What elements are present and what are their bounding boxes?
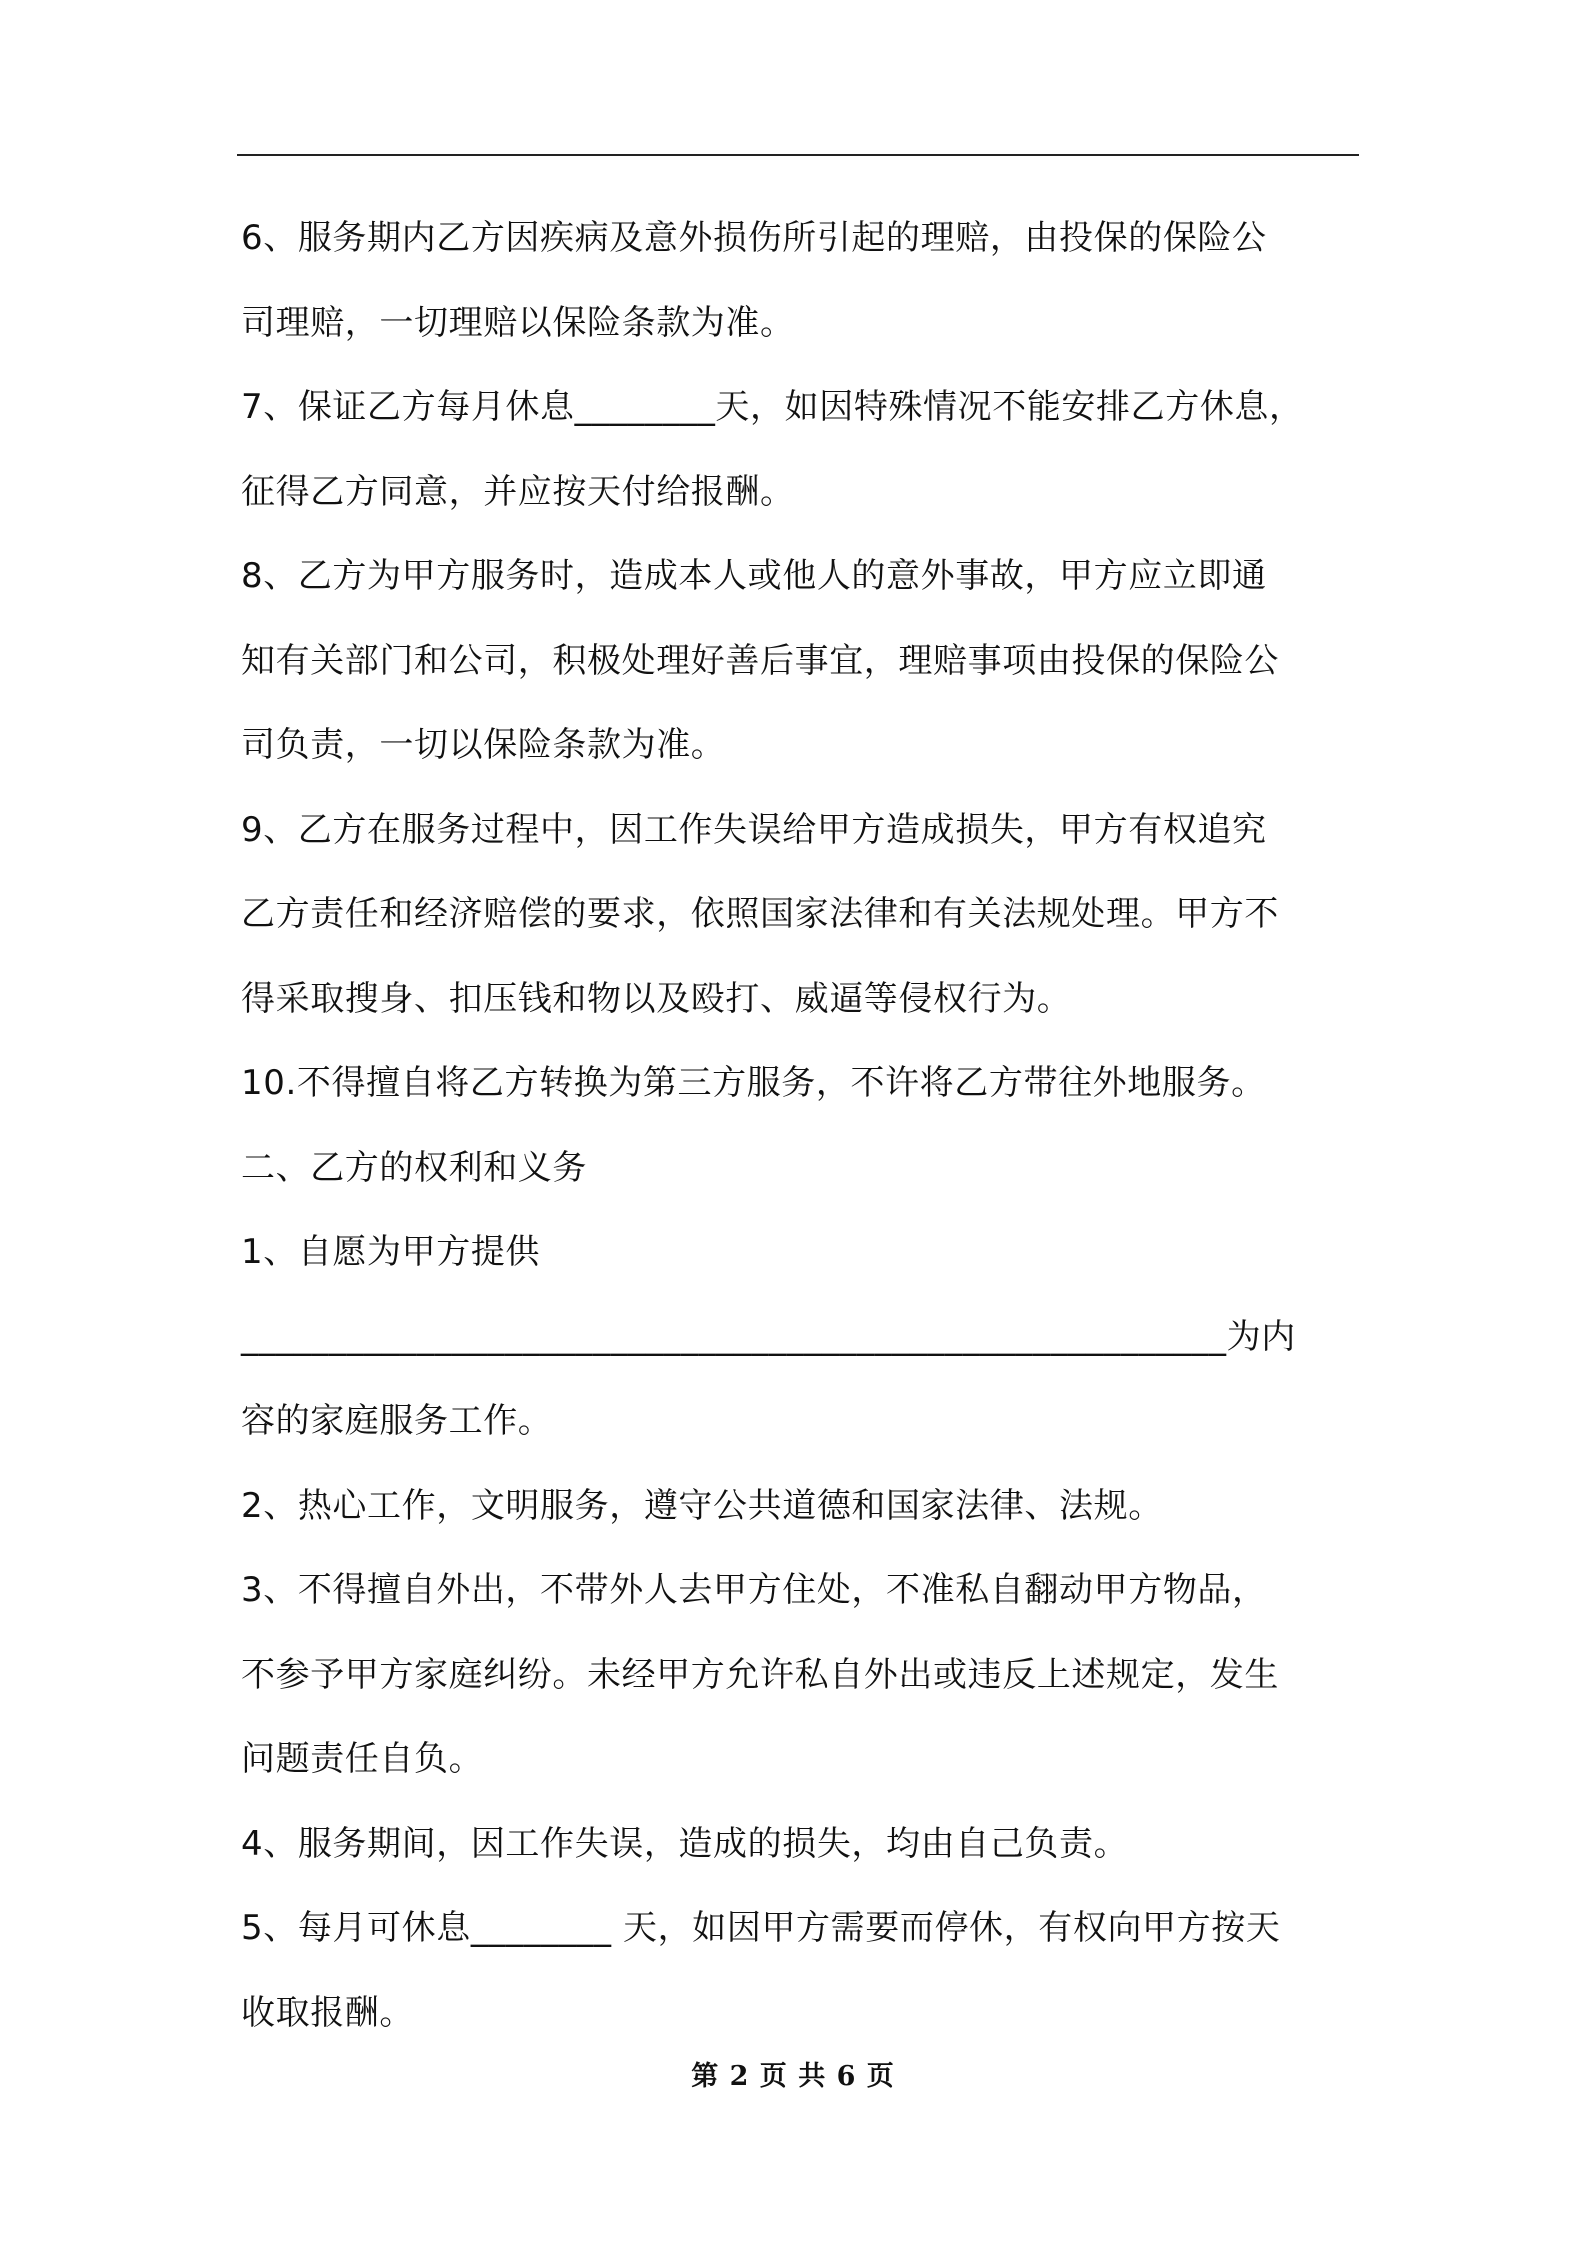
text-line: 知有关部门和公司，积极处理好善后事宜，理赔事项由投保的保险公 [241,640,1279,681]
text-line: 司负责，一切以保险条款为准。 [241,725,726,765]
text-line: 5、每月可休息________ 天，如因甲方需要而停休，有权向甲方按天 [241,1908,1281,1948]
text-line: 征得乙方同意，并应按天付给报酬。 [241,471,795,512]
text-line: 4、服务期间，因工作失误，造成的损失，均由自己负责。 [241,1823,1129,1864]
text-line: 2、热心工作，文明服务，遵守公共道德和国家法律、法规。 [241,1485,1163,1526]
document-body [241,196,1366,2055]
text-line: 容的家庭服务工作。 [241,1401,553,1441]
text-line: 乙方责任和经济赔偿的要求，依照国家法律和有关法规处理。甲方不 [241,894,1279,934]
text-line: 不参予甲方家庭纠纷。未经甲方允许私自外出或违反上述规定，发生 [241,1654,1279,1695]
section-heading: 二、乙方的权利和义务 [241,1147,587,1188]
text-line: 问题责任自负。 [241,1739,484,1779]
header-divider [237,154,1359,156]
text-line: 1、自愿为甲方提供 [241,1232,541,1272]
text-line: 司理赔，一切理赔以保险条款为准。 [241,302,795,343]
text-line: 得采取搜身、扣压钱和物以及殴打、威逼等侵权行为。 [241,978,1072,1019]
text-line: 收取报酬。 [241,1992,414,2033]
text-line: 3、不得擅自外出，不带外人去甲方住处，不准私自翻动甲方物品， [241,1570,1267,1610]
page-number: 第 2 页 共 6 页 [691,2061,895,2092]
text-line: ________________________________________________________为内 [241,1316,1296,1357]
text-line: 7、保证乙方每月休息________天，如因特殊情况不能安排乙方休息， [241,387,1304,427]
text-line: 8、乙方为甲方服务时，造成本人或他人的意外事故，甲方应立即通 [241,556,1267,596]
text-line: 9、乙方在服务过程中，因工作失误给甲方造成损失，甲方有权追究 [241,809,1267,850]
text-line: 6、服务期内乙方因疾病及意外损伤所引起的理赔，由投保的保险公 [241,218,1267,258]
text-line: 10.不得擅自将乙方转换为第三方服务，不许将乙方带往外地服务。 [241,1063,1266,1103]
